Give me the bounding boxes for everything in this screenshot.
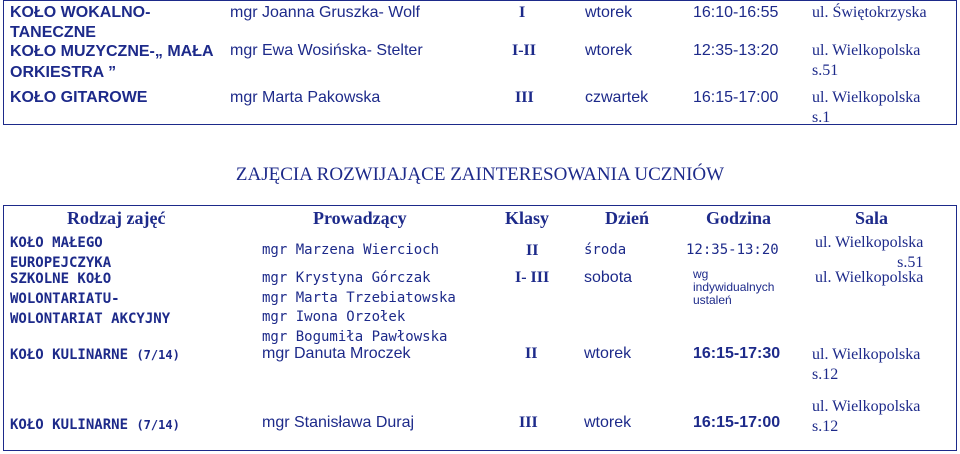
day: środa [584,242,627,258]
classes: II [526,242,539,259]
time: 12:35-13:20 [686,242,779,258]
club-suffix: (7/14) [136,348,180,362]
club-name [10,417,180,433]
time: 12:35-13:20 [693,42,779,59]
day: sobota [584,269,633,286]
teacher-name: mgr Danuta Mroczek [262,345,411,362]
classes: III [519,414,538,431]
teacher-name: mgr Marta Pakowska [230,89,381,106]
club-name: KOŁO MUZYCZNE-„ MAŁA ORKIESTRA ” [10,43,214,81]
club-name: KOŁO WOKALNO- TANECZNE [10,4,151,41]
classes: I-II [512,42,537,59]
day: wtorek [585,42,633,59]
club-name: SZKOLNE KOŁO WOLONTARIATU- WOLONTARIAT AKCYJNY [10,271,171,327]
header-activity-type: Rodzaj zajęć [67,208,166,228]
time: 16:15-17:30 [693,345,781,362]
room: ul. Wielkopolska s.1 [812,89,921,126]
day: wtorek [584,414,632,431]
room: ul. Wielkopolska [815,269,924,286]
header-teacher: Prowadzący [313,208,407,228]
teacher-name: mgr Ewa Wosińska- Stelter [230,42,423,59]
teacher-name: mgr Stanisława Duraj [262,414,415,431]
time: 16:15-17:00 [693,89,779,106]
club-name [10,347,180,363]
classes: I- III [515,269,550,286]
teacher-name: mgr Marzena Wiercioch [262,242,440,258]
club-suffix: (7/14) [136,418,180,432]
time: wg indywidualnych ustaleń [693,267,775,307]
time: 16:15-17:00 [693,414,781,431]
day: czwartek [585,89,649,106]
room: ul. Wielkopolska s.12 [812,398,921,435]
header-day: Dzień [605,208,649,228]
room: ul. Świętokrzyska [812,4,927,21]
room: ul. Wielkopolska s.51 [815,234,924,271]
header-room: Sala [855,208,889,228]
club-title: KOŁO KULINARNE [10,417,129,433]
header-classes: Klasy [505,208,550,228]
club-title: KOŁO KULINARNE [10,347,129,363]
classes: I [519,4,526,21]
classes: III [515,89,534,106]
classes: II [525,345,538,362]
time: 16:10-16:55 [693,4,779,21]
room: ul. Wielkopolska s.51 [812,42,921,79]
club-name: KOŁO MAŁEGO EUROPEJCZYKA [10,235,112,271]
day: wtorek [585,4,633,21]
room: ul. Wielkopolska s.12 [812,346,921,383]
teacher-list: mgr Krystyna Górczak mgr Marta Trzebiatowska mgr Iwona Orzołek mgr Bogumiła Pawłowska [262,270,456,345]
club-name: KOŁO GITAROWE [10,89,148,106]
section-title: ZAJĘCIA ROZWIJAJĄCE ZAINTERESOWANIA UCZNIÓW [235,164,725,185]
day: wtorek [584,345,632,362]
header-time: Godzina [706,208,772,228]
teacher-name: mgr Joanna Gruszka- Wolf [230,4,420,21]
